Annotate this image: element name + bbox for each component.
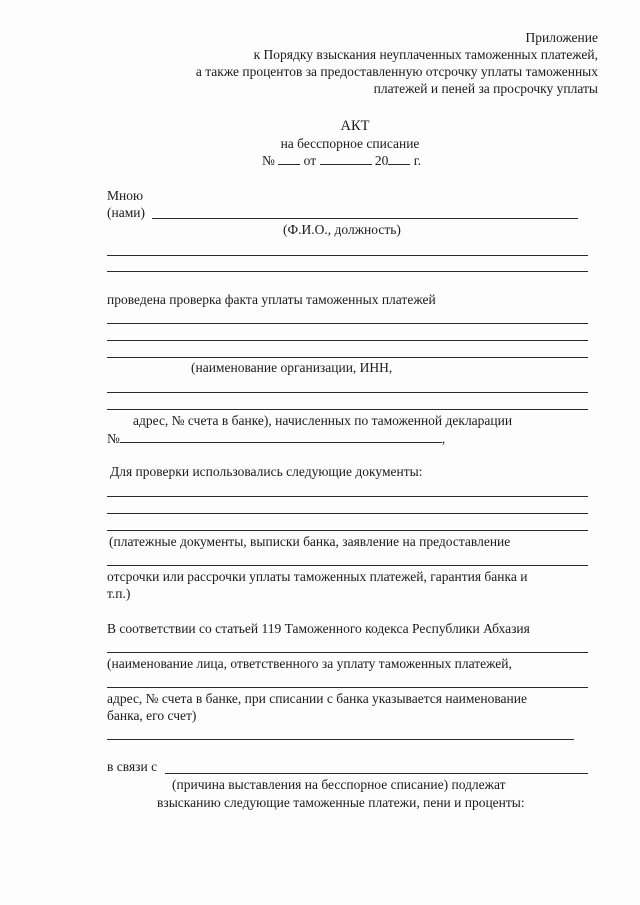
org-caption: (наименование организации, ИНН, xyxy=(191,360,393,375)
fio-caption: (Ф.И.О., должность) xyxy=(283,222,401,237)
person-line xyxy=(107,652,588,653)
docs-line-4 xyxy=(107,565,588,566)
docs-caption-3: т.п.) xyxy=(107,586,131,601)
org-line-5 xyxy=(107,409,588,410)
act-title: АКТ xyxy=(340,118,370,134)
date-from-label: от xyxy=(303,153,317,168)
act-number-line xyxy=(262,152,421,169)
fio-field-line xyxy=(152,218,578,219)
docs-line-3 xyxy=(107,530,588,531)
bank-extra-line xyxy=(107,739,574,740)
year-blank xyxy=(388,152,410,165)
person-caption: (наименование лица, ответственного за уплату таможенных платежей, xyxy=(107,656,512,671)
org-line-1 xyxy=(107,323,588,324)
number-sign: № xyxy=(262,153,275,168)
address-text: адрес, № счета в банке), начисленных по таможенной декларации xyxy=(133,413,513,428)
docs-line-1 xyxy=(107,496,588,497)
article-text: В соответствии со статьей 119 Таможенного кодекса Республики Абхазия xyxy=(107,621,530,636)
appendix-title: Приложение xyxy=(525,30,598,45)
bank-caption-1: адрес, № счета в банке, при списании с банка указывается наименование xyxy=(107,691,527,706)
nami-label: (нами) xyxy=(107,205,145,220)
org-line-4 xyxy=(107,392,588,393)
act-number-blank xyxy=(278,152,300,165)
bank-line xyxy=(107,687,588,688)
docs-intro: Для проверки использовались следующие документы: xyxy=(110,464,423,479)
final-text: взысканию следующие таможенные платежи, пени и проценты: xyxy=(157,795,525,810)
appendix-line-2: к Порядку взыскания неуплаченных таможенных платежей, xyxy=(253,47,598,62)
org-line-2 xyxy=(107,340,588,341)
docs-line-2 xyxy=(107,513,588,514)
reason-prefix: в связи с xyxy=(107,759,158,774)
reason-caption: (причина выставления на бесспорное списание) подлежат xyxy=(172,777,506,792)
year-suffix: г. xyxy=(413,153,422,168)
check-text: проведена проверка факта уплаты таможенных платежей xyxy=(107,292,436,307)
org-line-3 xyxy=(107,357,588,358)
mnoyu-label: Мною xyxy=(107,188,144,203)
bank-caption-2: банка, его счет) xyxy=(107,708,197,723)
appendix-line-3: а также процентов за предоставленную отсрочку уплаты таможенных xyxy=(195,64,598,79)
reason-field-line xyxy=(165,773,588,774)
declaration-comma: , xyxy=(441,431,446,446)
docs-caption-2: отсрочки или рассрочки уплаты таможенных платежей, гарантия банка и xyxy=(107,569,528,584)
appendix-line-4: платежей и пеней за просрочку уплаты xyxy=(373,81,598,96)
act-subtitle: на бесспорное списание xyxy=(280,136,420,151)
fio-extra-line-1 xyxy=(107,255,588,256)
declaration-number-blank xyxy=(120,430,442,443)
declaration-number-line xyxy=(107,430,445,447)
year-prefix: 20 xyxy=(374,153,389,168)
fio-extra-line-2 xyxy=(107,271,588,272)
declaration-number-sign: № xyxy=(107,431,120,446)
docs-caption-1: (платежные документы, выписки банка, заявление на предоставление xyxy=(109,534,511,549)
act-date-blank xyxy=(320,152,372,165)
